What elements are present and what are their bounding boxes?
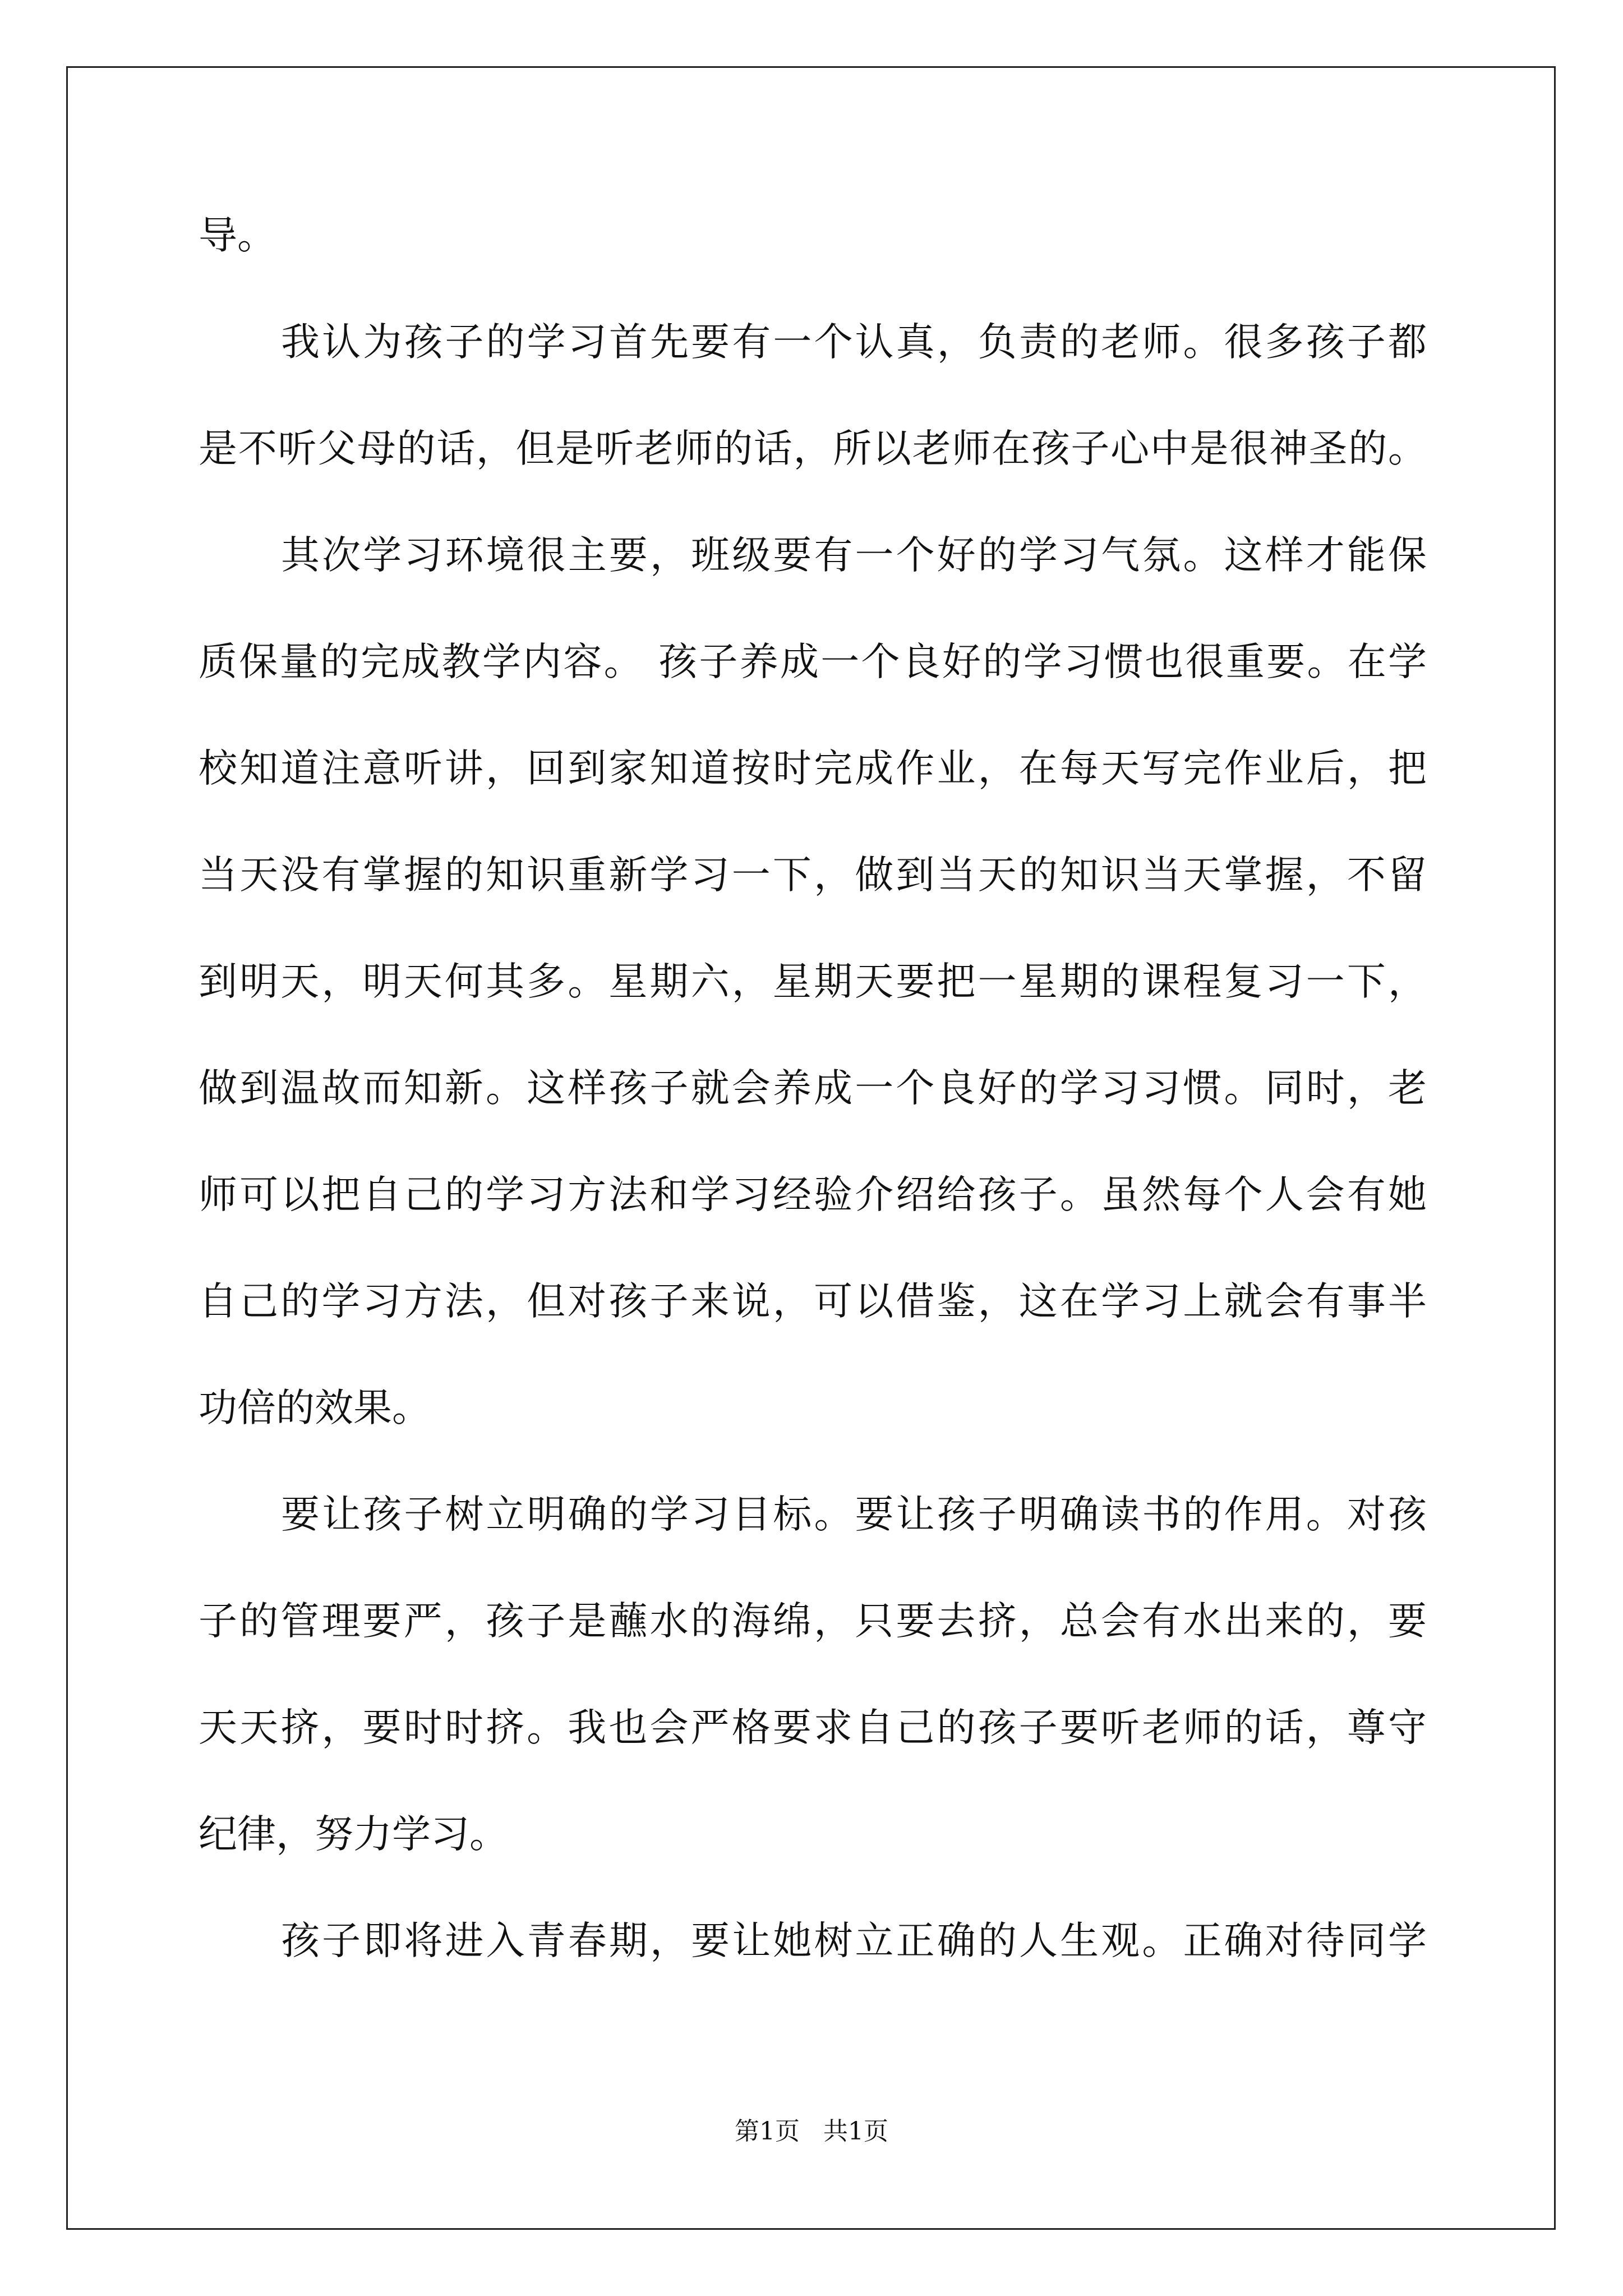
text-line: 天天挤，要时时挤。我也会严格要求自己的孩子要听老师的话，尊守 (199, 1705, 1427, 1750)
text-line: 纪律，努力学习。 (199, 1812, 508, 1857)
page-number: 第1页 (735, 2117, 800, 2146)
text-line: 导。 (199, 213, 276, 258)
text-line: 校知道注意听讲，回到家知道按时完成作业，在每天写完作业后，把 (199, 746, 1427, 791)
text-line: 是不听父母的话，但是听老师的话，所以老师在孩子心中是很神圣的。 (199, 426, 1427, 471)
page-footer (0, 2115, 1623, 2148)
page-total: 共1页 (823, 2117, 888, 2146)
text-line: 当天没有掌握的知识重新学习一下，做到当天的知识当天掌握，不留 (199, 853, 1427, 898)
text-line: 功倍的效果。 (199, 1386, 431, 1430)
text-line: 孩子即将进入青春期，要让她树立正确的人生观。正确对待同学 (281, 1918, 1427, 1963)
text-line: 我认为孩子的学习首先要有一个认真，负责的老师。很多孩子都 (281, 320, 1427, 365)
page-border (66, 66, 1556, 2230)
text-line: 子的管理要严，孩子是蘸水的海绵，只要去挤，总会有水出来的，要 (199, 1599, 1427, 1644)
text-line: 其次学习环境很主要，班级要有一个好的学习气氛。这样才能保 (281, 533, 1427, 578)
text-line: 质保量的完成教学内容。 孩子养成一个良好的学习惯也很重要。在学 (199, 639, 1427, 684)
text-line: 师可以把自己的学习方法和学习经验介绍给孩子。虽然每个人会有她 (199, 1172, 1427, 1217)
text-line: 做到温故而知新。这样孩子就会养成一个良好的学习习惯。同时，老 (199, 1066, 1427, 1111)
text-line: 要让孩子树立明确的学习目标。要让孩子明确读书的作用。对孩 (281, 1492, 1427, 1537)
text-line: 自己的学习方法，但对孩子来说，可以借鉴，这在学习上就会有事半 (199, 1279, 1427, 1324)
text-line: 到明天，明天何其多。星期六，星期天要把一星期的课程复习一下， (199, 959, 1427, 1004)
